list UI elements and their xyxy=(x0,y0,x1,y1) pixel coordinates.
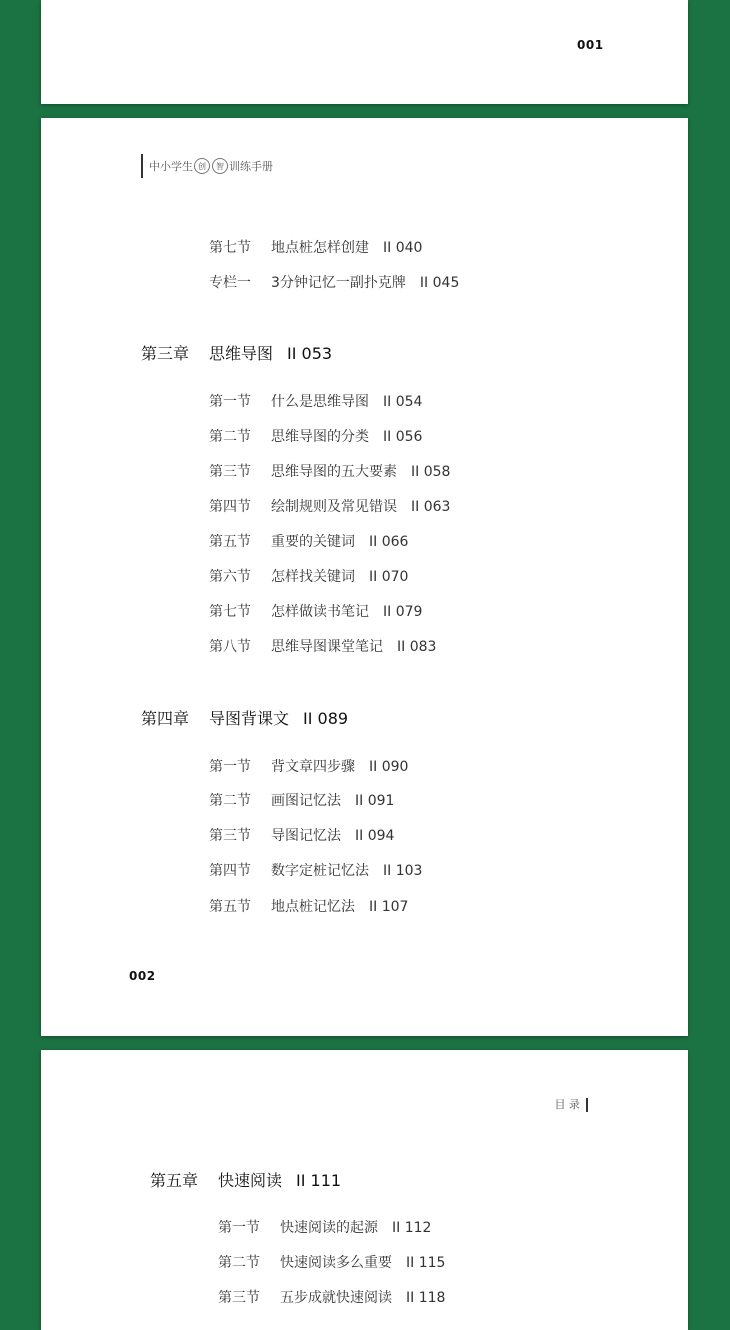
section-label: 第三节 xyxy=(218,1290,260,1306)
section-title: 什么是思维导图 xyxy=(271,394,369,410)
section-label: 第三节 xyxy=(209,828,251,844)
chapter-label: 第四章 xyxy=(141,709,190,728)
section-label: 第五节 xyxy=(209,534,251,550)
chapter-page: II 053 xyxy=(287,344,333,363)
section-label: 第一节 xyxy=(218,1220,260,1236)
section-label: 第一节 xyxy=(209,759,251,775)
toc-section xyxy=(218,1254,445,1272)
chapter-title: 快速阅读 xyxy=(218,1171,283,1190)
chapter-label: 第三章 xyxy=(141,344,190,363)
toc-section xyxy=(209,862,422,880)
page-number: 002 xyxy=(129,969,156,983)
page-number: 001 xyxy=(577,38,604,52)
chapter-page: II 111 xyxy=(296,1171,342,1190)
chapter-title: 导图背课文 xyxy=(209,709,290,728)
section-label: 第四节 xyxy=(209,499,251,515)
circled-char: 创 xyxy=(194,158,210,174)
toc-section xyxy=(209,498,450,516)
page-003 xyxy=(41,1050,688,1330)
section-page: II 107 xyxy=(369,899,409,915)
section-label: 第五节 xyxy=(209,899,251,915)
section-label: 专栏一 xyxy=(209,275,251,291)
section-label: 第一节 xyxy=(209,394,251,410)
section-page: II 112 xyxy=(392,1220,432,1236)
section-page: II 063 xyxy=(411,499,451,515)
running-head xyxy=(141,154,273,178)
running-head: 目 录 xyxy=(555,1098,589,1112)
chapter-label: 第五章 xyxy=(150,1171,199,1190)
section-page: II 079 xyxy=(383,604,423,620)
section-label: 第四节 xyxy=(209,863,251,879)
section-title: 导图记忆法 xyxy=(271,828,341,844)
section-title: 绘制规则及常见错误 xyxy=(271,499,397,515)
section-page: II 115 xyxy=(406,1255,446,1271)
section-label: 第三节 xyxy=(209,464,251,480)
section-title: 地点桩怎样创建 xyxy=(271,240,369,256)
page-001 xyxy=(41,0,688,104)
section-title: 思维导图课堂笔记 xyxy=(271,639,383,655)
chapter-page: II 089 xyxy=(303,709,349,728)
toc-section xyxy=(218,1219,431,1237)
section-title: 地点桩记忆法 xyxy=(271,899,355,915)
toc-section xyxy=(209,758,408,776)
section-title: 怎样找关键词 xyxy=(271,569,355,585)
section-title: 画图记忆法 xyxy=(271,793,341,809)
section-label: 第八节 xyxy=(209,639,251,655)
page-002 xyxy=(41,118,688,1036)
section-page: II 058 xyxy=(411,464,451,480)
section-label: 第六节 xyxy=(209,569,251,585)
toc-section xyxy=(209,393,422,411)
section-title: 3分钟记忆一副扑克牌 xyxy=(271,275,406,291)
toc-section xyxy=(209,898,408,916)
section-label: 第二节 xyxy=(209,793,251,809)
section-title: 快速阅读的起源 xyxy=(280,1220,378,1236)
running-head-text: 中小学生 xyxy=(149,160,193,173)
section-page: II 091 xyxy=(355,793,395,809)
section-title: 怎样做读书笔记 xyxy=(271,604,369,620)
toc-section xyxy=(209,792,394,810)
toc-chapter xyxy=(141,709,348,729)
section-title: 思维导图的五大要素 xyxy=(271,464,397,480)
section-page: II 040 xyxy=(383,240,423,256)
section-title: 数字定桩记忆法 xyxy=(271,863,369,879)
section-page: II 083 xyxy=(397,639,437,655)
toc-section xyxy=(209,638,436,656)
running-head-text: 训练手册 xyxy=(229,160,273,173)
section-label: 第七节 xyxy=(209,240,251,256)
section-page: II 056 xyxy=(383,429,423,445)
section-label: 第二节 xyxy=(218,1255,260,1271)
toc-section xyxy=(209,274,459,292)
toc-section xyxy=(209,603,422,621)
toc-chapter xyxy=(150,1171,341,1191)
section-label: 第七节 xyxy=(209,604,251,620)
toc-section xyxy=(209,533,408,551)
section-title: 背文章四步骤 xyxy=(271,759,355,775)
circled-char: 智 xyxy=(212,158,228,174)
section-page: II 066 xyxy=(369,534,409,550)
section-page: II 054 xyxy=(383,394,423,410)
section-page: II 045 xyxy=(419,275,460,291)
section-page: II 090 xyxy=(369,759,409,775)
toc-section xyxy=(209,463,450,481)
toc-section xyxy=(209,568,408,586)
toc-section xyxy=(209,428,422,446)
chapter-title: 思维导图 xyxy=(209,344,274,363)
section-title: 五步成就快速阅读 xyxy=(280,1290,392,1306)
section-title: 思维导图的分类 xyxy=(271,429,369,445)
section-page: II 103 xyxy=(383,863,423,879)
toc-section xyxy=(209,239,422,257)
section-label: 第二节 xyxy=(209,429,251,445)
toc-chapter xyxy=(141,344,332,364)
section-page: II 070 xyxy=(369,569,409,585)
section-page: II 094 xyxy=(355,828,395,844)
toc-section xyxy=(218,1289,445,1307)
toc-section xyxy=(209,827,394,845)
section-title: 快速阅读多么重要 xyxy=(280,1255,392,1271)
section-title: 重要的关键词 xyxy=(271,534,355,550)
section-page: II 118 xyxy=(406,1290,446,1306)
